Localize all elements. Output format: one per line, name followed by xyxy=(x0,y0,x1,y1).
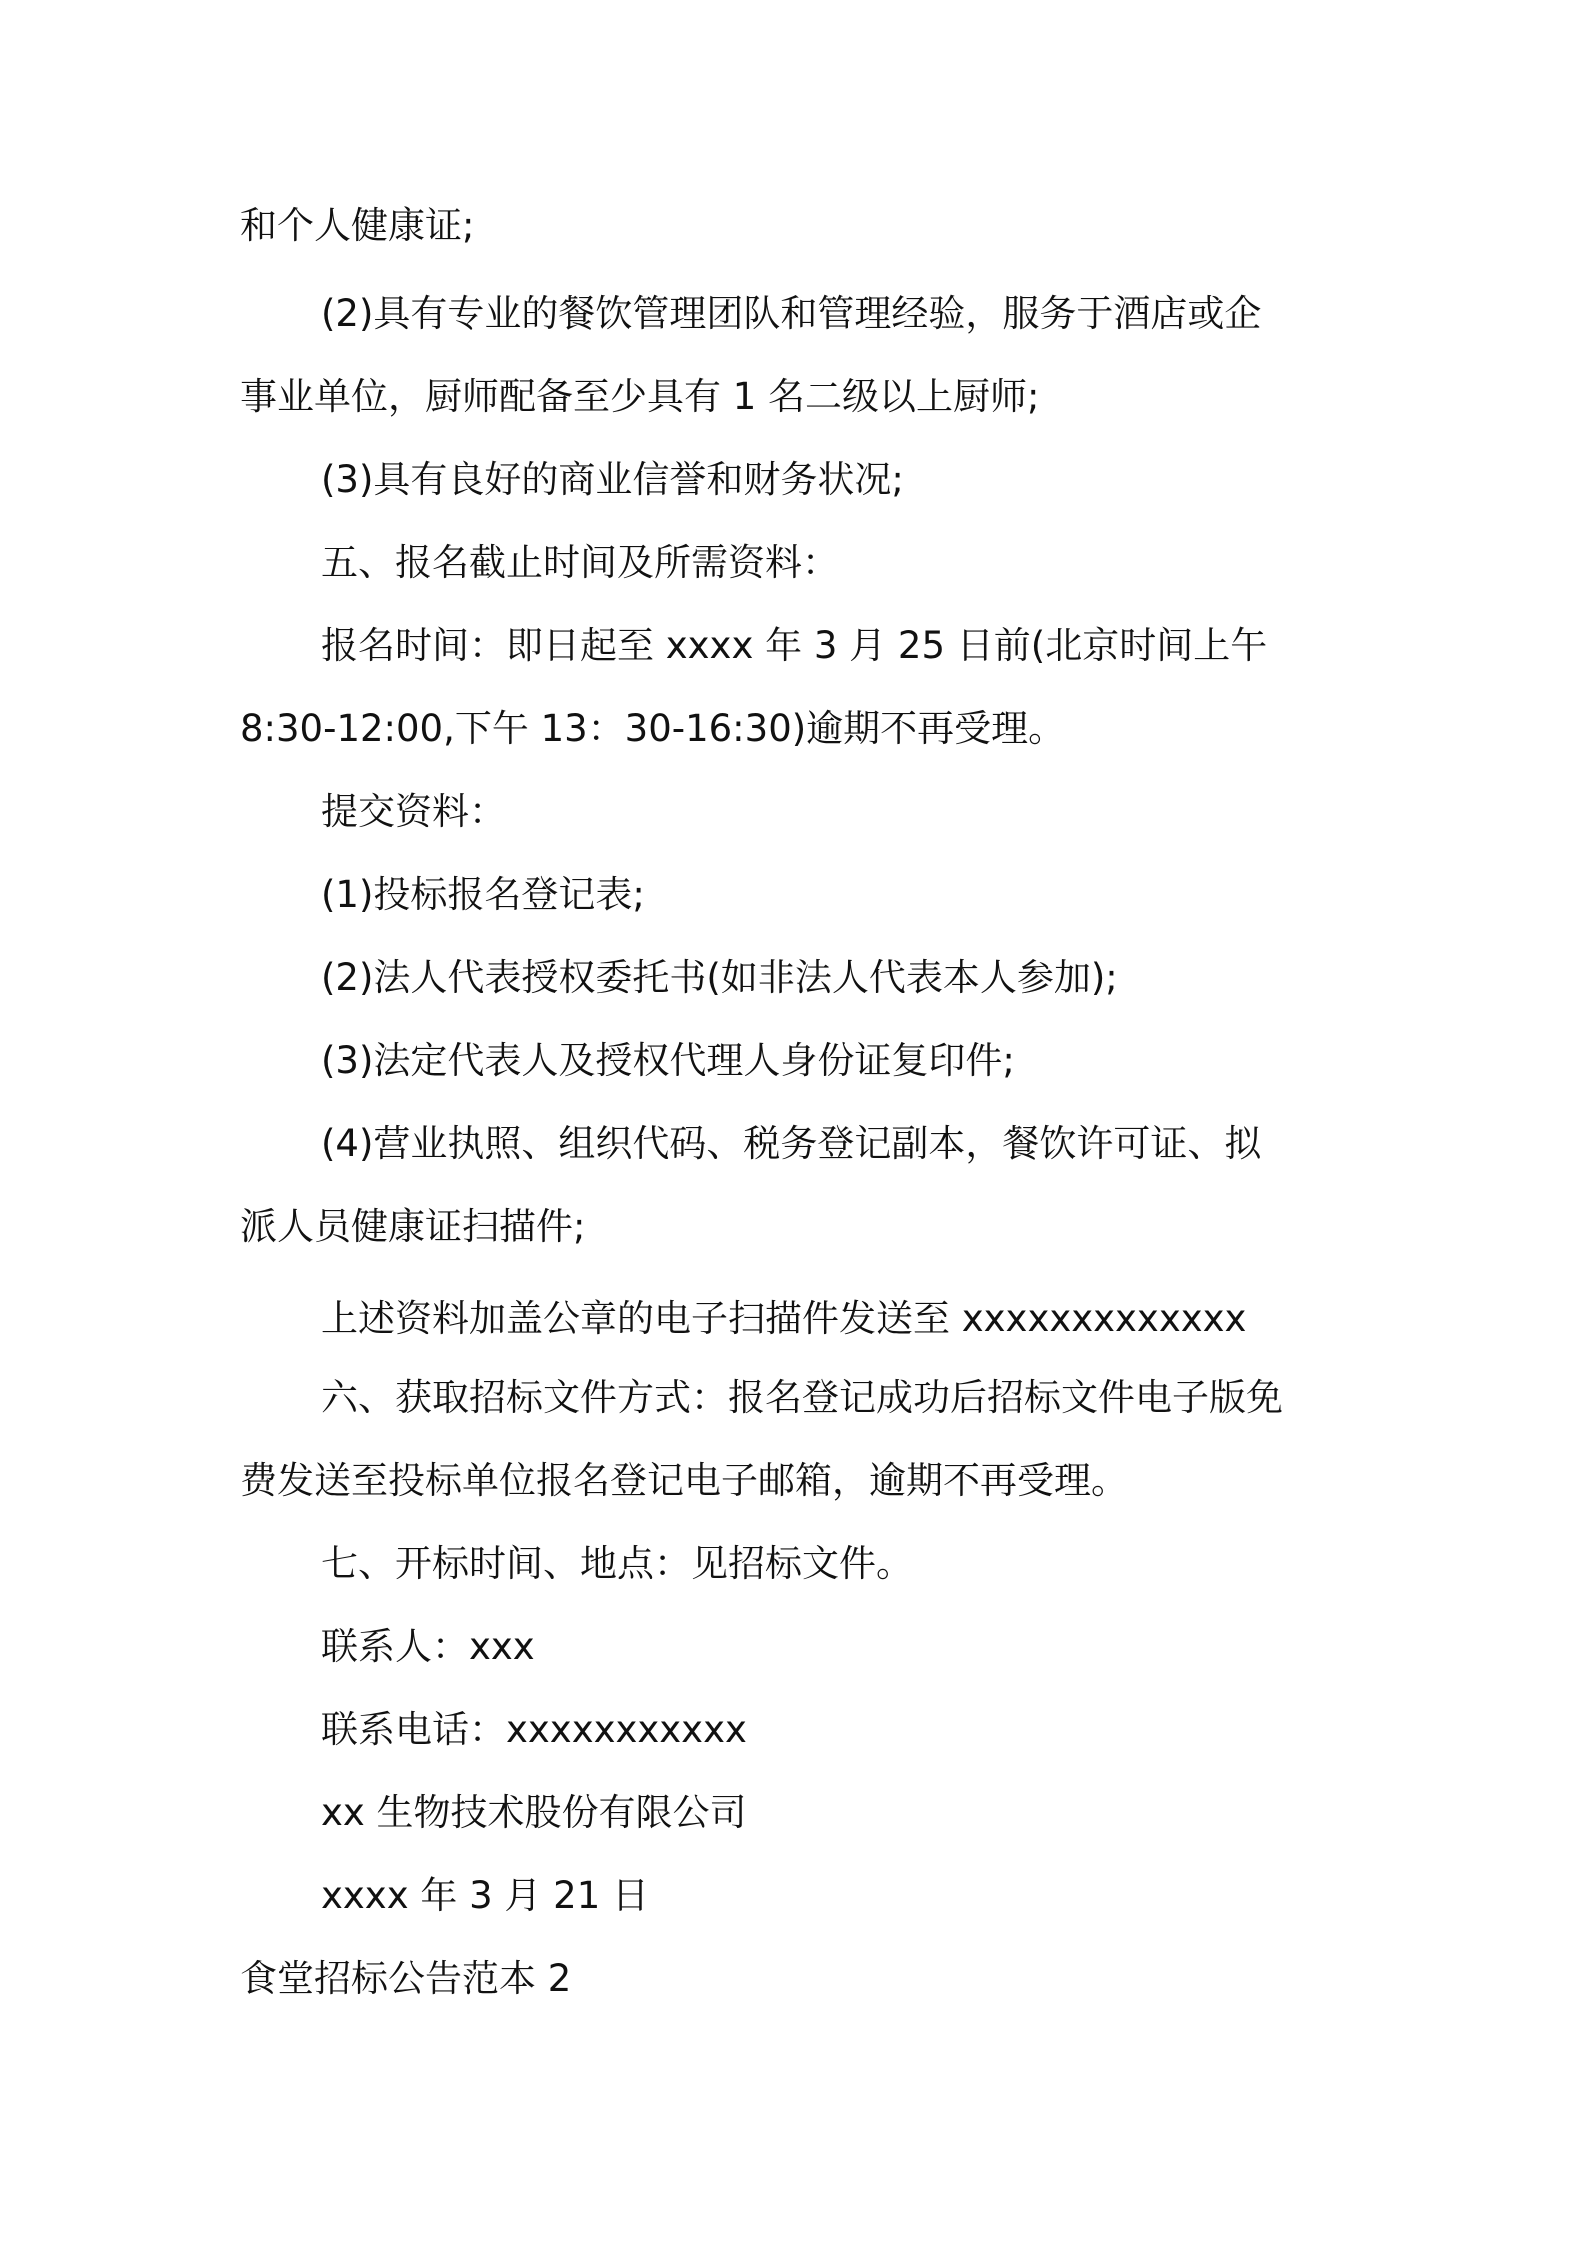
paragraph-line: (2)具有专业的餐饮管理团队和管理经验，服务于酒店或企 xyxy=(321,292,1262,335)
paragraph-line: 费发送至投标单位报名登记电子邮箱，逾期不再受理。 xyxy=(240,1459,1128,1502)
paragraph-line: 事业单位，厨师配备至少具有 1 名二级以上厨师; xyxy=(240,375,1040,418)
paragraph-line: 提交资料： xyxy=(321,790,506,833)
list-item: (3)法定代表人及授权代理人身份证复印件; xyxy=(321,1039,1015,1082)
list-item: (1)投标报名登记表; xyxy=(321,873,645,916)
paragraph-line: 报名时间：即日起至 xxxx 年 3 月 25 日前(北京时间上午 xyxy=(321,624,1268,667)
list-item-continuation: 派人员健康证扫描件; xyxy=(240,1205,586,1248)
section-heading: 六、获取招标文件方式：报名登记成功后招标文件电子版免 xyxy=(321,1376,1283,1419)
paragraph-line: (3)具有良好的商业信誉和财务状况; xyxy=(321,458,904,501)
section-heading: 五、报名截止时间及所需资料： xyxy=(321,541,839,584)
paragraph-line: 和个人健康证; xyxy=(240,204,475,247)
next-title: 食堂招标公告范本 2 xyxy=(240,1957,572,2000)
contact-phone: 联系电话：xxxxxxxxxxx xyxy=(321,1708,747,1751)
list-item: (4)营业执照、组织代码、税务登记副本，餐饮许可证、拟 xyxy=(321,1122,1262,1165)
contact-person: 联系人：xxx xyxy=(321,1625,535,1668)
section-heading: 七、开标时间、地点：见招标文件。 xyxy=(321,1542,913,1585)
document-date: xxxx 年 3 月 21 日 xyxy=(321,1874,650,1917)
paragraph-line: 8:30-12:00,下午 13：30-16:30)逾期不再受理。 xyxy=(240,707,1066,750)
list-item: (2)法人代表授权委托书(如非法人代表本人参加); xyxy=(321,956,1118,999)
paragraph-line: 上述资料加盖公章的电子扫描件发送至 xxxxxxxxxxxxx xyxy=(321,1297,1247,1340)
company-name: xx 生物技术股份有限公司 xyxy=(321,1791,747,1834)
